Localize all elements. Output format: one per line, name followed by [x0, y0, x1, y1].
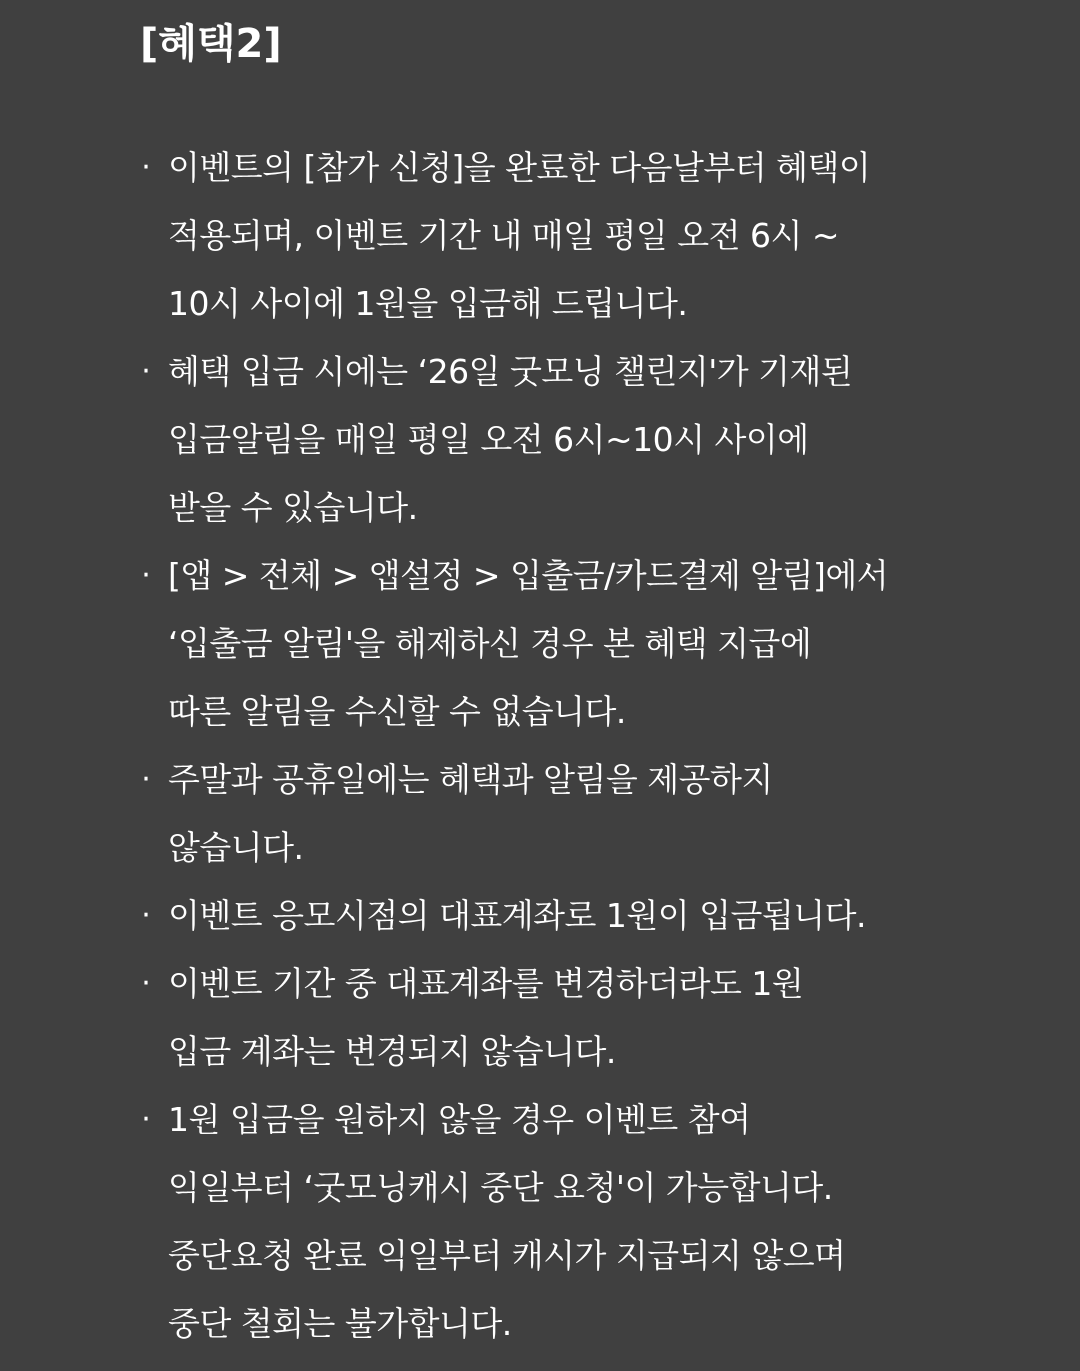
section-title: [혜택2]: [140, 21, 282, 67]
list-item-text-line: 중단 철회는 불가합니다.: [168, 1304, 512, 1343]
list-item: [136, 542, 966, 746]
list-item-text-line: 주말과 공휴일에는 혜택과 알림을 제공하지: [168, 760, 773, 799]
list-item-text-line: [앱 > 전체 > 앱설정 > 입출금/카드결제 알림]에서: [168, 556, 889, 595]
list-item-text-line: 입금 계좌는 변경되지 않습니다.: [168, 1032, 616, 1071]
list-item-text-line: 받을 수 있습니다.: [168, 488, 418, 527]
bullet-icon: ·: [141, 898, 151, 933]
list-item-text-line: 혜택 입금 시에는 ‘26일 굿모닝 챌린지'가 기재된: [168, 352, 853, 391]
list-item: [136, 746, 966, 882]
bullet-icon: ·: [141, 558, 151, 593]
bullet-icon: ·: [141, 354, 151, 389]
bullet-icon: ·: [141, 150, 151, 185]
list-item: [136, 882, 966, 950]
list-item-text-line: 이벤트의 [참가 신청]을 완료한 다음날부터 혜택이: [168, 148, 871, 187]
list-item-text-line: 10시 사이에 1원을 입금해 드립니다.: [168, 284, 688, 323]
list-item-text-line: 1원 입금을 원하지 않을 경우 이벤트 참여: [168, 1100, 751, 1139]
list-item-text-line: 적용되며, 이벤트 기간 내 매일 평일 오전 6시 ~: [168, 216, 839, 255]
list-item: [136, 950, 966, 1086]
list-item-text-line: 이벤트 응모시점의 대표계좌로 1원이 입금됩니다.: [168, 896, 867, 935]
list-item-text-line: 익일부터 ‘굿모닝캐시 중단 요청'이 가능합니다.: [168, 1168, 833, 1207]
list-item-text-line: 입금알림을 매일 평일 오전 6시~10시 사이에: [168, 420, 809, 459]
list-item-text-line: 따른 알림을 수신할 수 없습니다.: [168, 692, 626, 731]
bullet-icon: ·: [141, 966, 151, 1001]
benefit-list: [136, 134, 966, 1358]
list-item-text-line: 중단요청 완료 익일부터 캐시가 지급되지 않으며: [168, 1236, 846, 1275]
bullet-icon: ·: [141, 762, 151, 797]
list-item-text-line: 않습니다.: [168, 828, 304, 867]
bullet-icon: ·: [141, 1102, 151, 1137]
list-item: [136, 1086, 966, 1358]
list-item: [136, 134, 966, 338]
list-item-text-line: ‘입출금 알림'을 해제하신 경우 본 혜택 지급에: [168, 624, 812, 663]
list-item: [136, 338, 966, 542]
list-item-text-line: 이벤트 기간 중 대표계좌를 변경하더라도 1원: [168, 964, 804, 1003]
